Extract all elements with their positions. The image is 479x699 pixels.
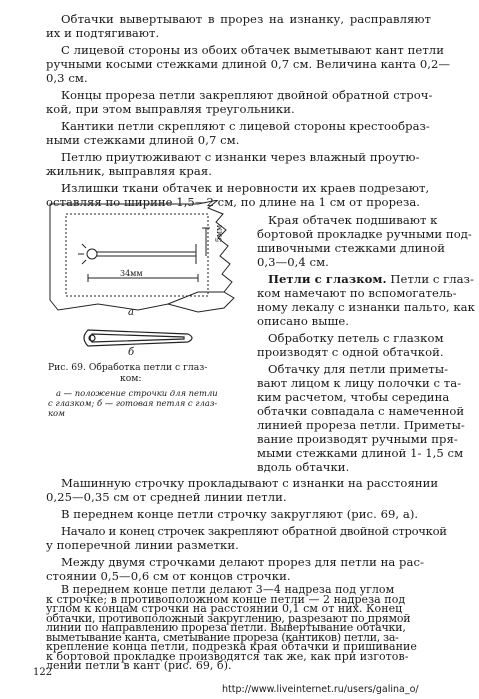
- section-heading: Петли с глазком.: [268, 272, 387, 286]
- page-number: 122: [33, 667, 53, 678]
- text-line: Обтачки вывертывают в прорез на изнанку, расправляют: [61, 12, 431, 26]
- text-line: жильник, выправляя края.: [46, 164, 212, 178]
- figure-caption-line: с глазком; б — готовая петля с глаз-: [48, 398, 218, 408]
- text-line: углом к концам строчки на расстоянии 0,1 см от них. Конец: [46, 602, 403, 615]
- text-line: 0,3—0,4 см.: [257, 255, 329, 269]
- text-line: ному лекалу с изнанки пальто, как: [257, 300, 475, 314]
- text-line: производят с одной обтачкой.: [257, 345, 444, 359]
- text-line: шивочными стежками длиной: [257, 241, 446, 255]
- text-line: ким расчетом, чтобы середина: [257, 390, 450, 404]
- text-line: Края обтачек подшивают к: [268, 213, 438, 227]
- text-line: обтачки, противоположный закруглению, разрезают по прямой: [46, 611, 411, 625]
- text-line: крепление конца петли, подрезка края обтачки и пришивание: [46, 640, 417, 653]
- text-line: В переднем конце петли строчку закругляют (рис. 69, а).: [61, 507, 419, 521]
- text-line: оставляя по ширине 1,5—2 см, по длине на 1 см от прореза.: [46, 195, 421, 209]
- text-line: Обтачку для петли приметы-: [268, 362, 449, 376]
- figure-69b-diagram: [78, 318, 198, 358]
- figure-label-b: б: [128, 347, 135, 358]
- text-line: вают лицом к лицу полочки с та-: [257, 376, 462, 390]
- text-line: Обработку петель с глазком: [268, 331, 444, 345]
- text-line: ручными косыми стежками длиной 0,7 см. Величина канта 0,2—: [46, 57, 451, 71]
- text-line: Начало и конец строчек закрепляют обратной двойной строчкой: [61, 524, 447, 538]
- text-line: вание производят ручными пря-: [257, 432, 458, 446]
- text-line: вдоль обтачки.: [257, 460, 350, 474]
- text-line: лении петли в кант (рис. 69, б).: [46, 659, 232, 672]
- text-line: Петлю приутюживают с изнанки через влажный проутю-: [61, 150, 420, 164]
- text-line: ными стежками длиной 0,7 см.: [46, 133, 240, 147]
- text-line: Кантики петли скрепляют с лицевой стороны крестообраз-: [61, 119, 430, 133]
- text-line: Между двумя строчками делают прорез для петли на рас-: [61, 555, 425, 569]
- figure-label-a: а: [128, 307, 134, 318]
- figure-caption-title: ком:: [120, 373, 142, 384]
- figure-caption-line: а — положение строчки для петли: [56, 388, 218, 398]
- text-line: Машинную строчку прокладывают с изнанки на расстоянии: [61, 476, 439, 490]
- text-line: С лицевой стороны из обоих обтачек выметывают кант петли: [61, 43, 444, 57]
- text-line: Петли с глаз-: [390, 272, 474, 286]
- text-line: мыми стежками длиной 1- 1,5 см: [257, 446, 464, 460]
- text-line: обтачки совпадала с намеченной: [257, 404, 465, 418]
- text-line: 0,3 см.: [46, 71, 88, 85]
- text-line: к строчке; в противоположном конце петли — 2 надреза под: [46, 592, 406, 606]
- text-line: линией прореза петли. Приметы-: [257, 418, 465, 432]
- text-line: 0,25—0,35 см от средней линии петли.: [46, 490, 287, 504]
- text-line: кой, при этом выправляя треугольники.: [46, 102, 295, 116]
- text-line: В переднем конце петли делают 3—4 надреза под углом: [61, 583, 395, 596]
- text-line: описано выше.: [257, 314, 349, 328]
- dimension-label: 34мм: [120, 269, 143, 278]
- text-line: выметывание канта, сметывание прореза (кантиков) петли, за-: [46, 630, 399, 644]
- text-line: линии по направлению прореза петли. Вывертывание обтачки,: [46, 621, 406, 634]
- figure-caption-line: ком: [48, 408, 65, 418]
- text-line: Излишки ткани обтачек и неровности их краев подрезают,: [61, 181, 430, 195]
- figure-69a-diagram: [48, 200, 248, 315]
- text-line: бортовой прокладке ручными под-: [257, 227, 472, 241]
- text-line: их и подтягивают.: [46, 26, 160, 40]
- dimension-label: 5мм: [214, 224, 224, 243]
- figure-caption-title: Рис. 69. Обработка петли с глаз-: [48, 362, 208, 373]
- watermark-url: http://www.liveinternet.ru/users/galina_o/: [222, 684, 419, 695]
- text-line: к бортовой прокладке производятся так же, как при изготов-: [46, 649, 409, 663]
- text-line: у поперечной линии разметки.: [46, 538, 239, 552]
- text-line: стоянии 0,5—0,6 см от концов строчки.: [46, 569, 291, 583]
- text-line: [268, 272, 474, 286]
- text-line: ком намечают по вспомогатель-: [257, 286, 457, 300]
- text-line: Концы прореза петли закрепляют двойной обратной строч-: [61, 88, 433, 102]
